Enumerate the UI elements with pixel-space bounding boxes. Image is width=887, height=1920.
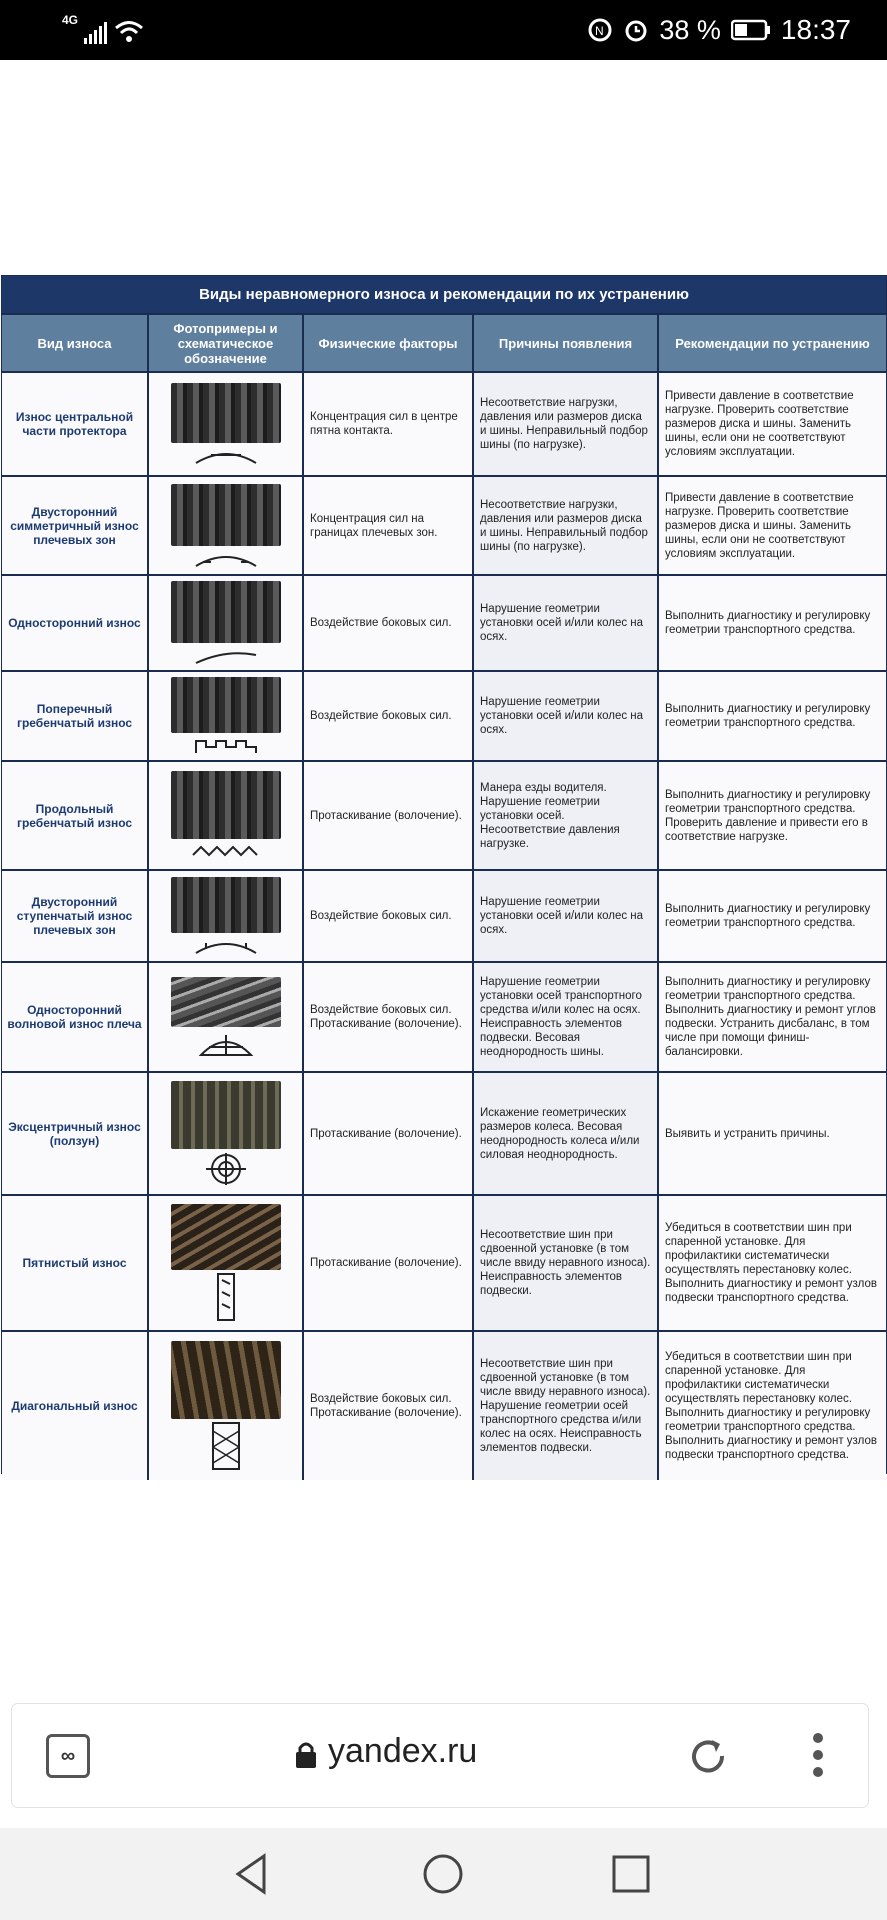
table-row <box>2 961 886 1071</box>
factors: Протаскивание (волочение). <box>304 1196 474 1330</box>
signal-icon <box>84 22 108 44</box>
target-schema-icon <box>191 1151 261 1187</box>
header-recommendations: Рекомендации по устранению <box>675 335 870 351</box>
tire-schema-icon <box>191 1029 261 1057</box>
photo-cell <box>149 1073 304 1194</box>
recommendations: Убедиться в соответствии шин при спаренной установке. Для профилактики систематически осуществлять перестановку колес. Выполнить диагностику и ремонт узлов подвески транспортного средства. <box>665 1222 878 1304</box>
recommendations: Выполнить диагностику и регулировку геометрии транспортного средства. Выполнить диагностику и ремонт углов подвески. Устранить дисбаланс, в том числе при помощи финиш-балансировки. <box>665 976 876 1058</box>
photo-cell <box>149 1196 304 1330</box>
wear-type: Двусторонний симметричный износ плечевых зон <box>2 477 149 574</box>
tire-schema-icon <box>191 445 261 465</box>
photo-cell <box>149 871 304 961</box>
home-icon[interactable] <box>419 1850 467 1898</box>
battery-percent: 38 % <box>659 14 721 45</box>
photo-cell <box>149 373 304 475</box>
causes: Нарушение геометрии установки осей и/или колес на осях. <box>474 871 659 961</box>
table-row <box>2 869 886 961</box>
tire-schema-icon <box>191 645 261 665</box>
wear-type: Пятнистый износ <box>2 1196 149 1330</box>
wear-type: Диагональный износ <box>2 1332 149 1480</box>
wear-table-image <box>1 275 887 1474</box>
reload-icon[interactable] <box>688 1736 730 1778</box>
tread-schema-icon <box>191 1421 261 1471</box>
photo-cell <box>149 477 304 574</box>
factors: Воздействие боковых сил. Протаскивание (волочение). <box>304 963 474 1071</box>
table-row <box>2 670 886 760</box>
data-saver-icon <box>587 17 613 43</box>
recommendations: Выполнить диагностику и регулировку геометрии транспортного средства. <box>665 703 871 729</box>
alarm-icon <box>623 17 649 43</box>
causes: Манера езды водителя. Нарушение геометрии установки осей. Несоответствие давления нагрузке. <box>474 762 659 869</box>
table-row <box>2 1330 886 1480</box>
recommendations: Убедиться в соответствии шин при спаренной установке. Для профилактики систематически осуществлять перестановку колес. Выполнить диагностику и регулировку геометрии транспортного средства. Выполнить диагностику и ремонт узлов подвески транспортного средства. <box>665 1351 878 1461</box>
tire-photo <box>171 877 281 933</box>
tire-schema-icon <box>191 841 261 861</box>
tabs-icon[interactable]: ∞ <box>46 1734 90 1778</box>
header-factors: Физические факторы <box>304 315 474 371</box>
url-text[interactable]: yandex.ru <box>328 1732 478 1770</box>
recommendations: Выполнить диагностику и регулировку геометрии транспортного средства. <box>665 903 871 929</box>
header-causes: Причины появления <box>474 315 659 371</box>
tire-schema-icon <box>191 548 261 568</box>
table-row <box>2 371 886 475</box>
factors: Воздействие боковых сил. <box>304 672 474 760</box>
recommendations: Выполнить диагностику и регулировку геометрии транспортного средства. Проверить давление и привести его в соответствие нагрузке. <box>665 788 871 843</box>
photo-cell <box>149 963 304 1071</box>
photo-cell <box>149 1332 304 1480</box>
wear-type: Износ центральной части протектора <box>2 373 149 475</box>
tire-photo <box>171 771 281 839</box>
causes: Нарушение геометрии установки осей транспортного средства и/или колес на осях. Неисправность элементов подвески. Весовая неоднородность шины. <box>474 963 659 1071</box>
causes: Искажение геометрических размеров колеса. Весовая неоднородность колеса и/или силовая неоднородность. <box>474 1073 659 1194</box>
table-header <box>2 313 886 371</box>
browser-address-bar <box>12 1704 868 1807</box>
causes: Несоответствие шин при сдвоенной установке (в том числе ввиду неравного износа). Нарушение геометрии осей транспортного средства и/или колес на осях. Неисправность элементов подвески. <box>474 1332 659 1480</box>
photo-cell <box>149 576 304 670</box>
header-photo: Фотопримеры и схематическое обозначение <box>149 315 304 371</box>
tire-photo <box>171 484 281 546</box>
causes: Несоответствие нагрузки, давления или размеров диска и шины. Неправильный подбор шины (по нагрузке). <box>474 373 659 475</box>
tire-photo <box>171 1081 281 1149</box>
svg-text:N: N <box>595 24 605 38</box>
factors: Воздействие боковых сил. <box>304 871 474 961</box>
table-title: Виды неравномерного износа и рекомендации по их устранению <box>2 276 886 313</box>
table-row <box>2 475 886 574</box>
table-row <box>2 760 886 869</box>
factors: Концентрация сил в центре пятна контакта. <box>304 373 474 475</box>
factors: Воздействие боковых сил. Протаскивание (волочение). <box>304 1332 474 1480</box>
status-right <box>587 14 851 46</box>
network-type: 4G <box>62 13 79 27</box>
battery-icon <box>731 19 771 41</box>
tire-schema-icon <box>191 735 261 755</box>
tire-photo <box>171 581 281 643</box>
causes: Нарушение геометрии установки осей и/или колес на осях. <box>474 672 659 760</box>
back-icon[interactable] <box>228 1850 276 1898</box>
tire-schema-icon <box>191 935 261 955</box>
header-type: Вид износа <box>2 315 149 371</box>
more-vertical-icon[interactable] <box>812 1732 824 1778</box>
status-bar <box>0 0 887 60</box>
wear-type: Двусторонний ступенчатый износ плечевых зон <box>2 871 149 961</box>
causes: Несоответствие шин при сдвоенной установке (в том числе ввиду неравного износа). Неисправность элементов подвески. <box>474 1196 659 1330</box>
tread-schema-icon <box>191 1272 261 1322</box>
tire-photo <box>171 977 281 1027</box>
photo-cell <box>149 672 304 760</box>
clock: 18:37 <box>780 14 851 45</box>
wear-type: Продольный гребенчатый износ <box>2 762 149 869</box>
tire-photo <box>171 1204 281 1270</box>
factors: Воздействие боковых сил. <box>304 576 474 670</box>
recents-icon[interactable] <box>607 1850 655 1898</box>
table-row <box>2 574 886 670</box>
factors: Концентрация сил на границах плечевых зон. <box>304 477 474 574</box>
recommendations: Привести давление в соответствие нагрузке. Проверить соответствие размеров диска и шины. Заменить шины, если они не соответствуют условиям эксплуатации. <box>665 390 854 458</box>
table-row <box>2 1194 886 1330</box>
wifi-icon <box>114 20 144 44</box>
lock-icon <box>294 1740 318 1770</box>
wear-type: Односторонний износ <box>2 576 149 670</box>
wear-type: Поперечный гребенчатый износ <box>2 672 149 760</box>
tire-photo <box>171 677 281 733</box>
wear-type: Эксцентричный износ (ползун) <box>2 1073 149 1194</box>
table-row <box>2 1071 886 1194</box>
wear-type: Односторонний волновой износ плеча <box>2 963 149 1071</box>
recommendations: Выполнить диагностику и регулировку геометрии транспортного средства. <box>665 610 871 636</box>
photo-cell <box>149 762 304 869</box>
factors: Протаскивание (волочение). <box>304 1073 474 1194</box>
system-navigation-bar <box>0 1828 887 1920</box>
recommendations: Привести давление в соответствие нагрузке. Проверить соответствие размеров диска и шины. Заменить шины, если они не соответствуют условиям эксплуатации. <box>665 491 854 560</box>
recommendations: Выявить и устранить причины. <box>665 1127 830 1140</box>
tire-photo <box>171 1341 281 1419</box>
causes: Нарушение геометрии установки осей и/или колес на осях. <box>474 576 659 670</box>
factors: Протаскивание (волочение). <box>304 762 474 869</box>
signal-group <box>62 14 144 44</box>
tire-photo <box>171 383 281 443</box>
causes: Несоответствие нагрузки, давления или размеров диска и шины. Неправильный подбор шины (по нагрузке). <box>474 477 659 574</box>
